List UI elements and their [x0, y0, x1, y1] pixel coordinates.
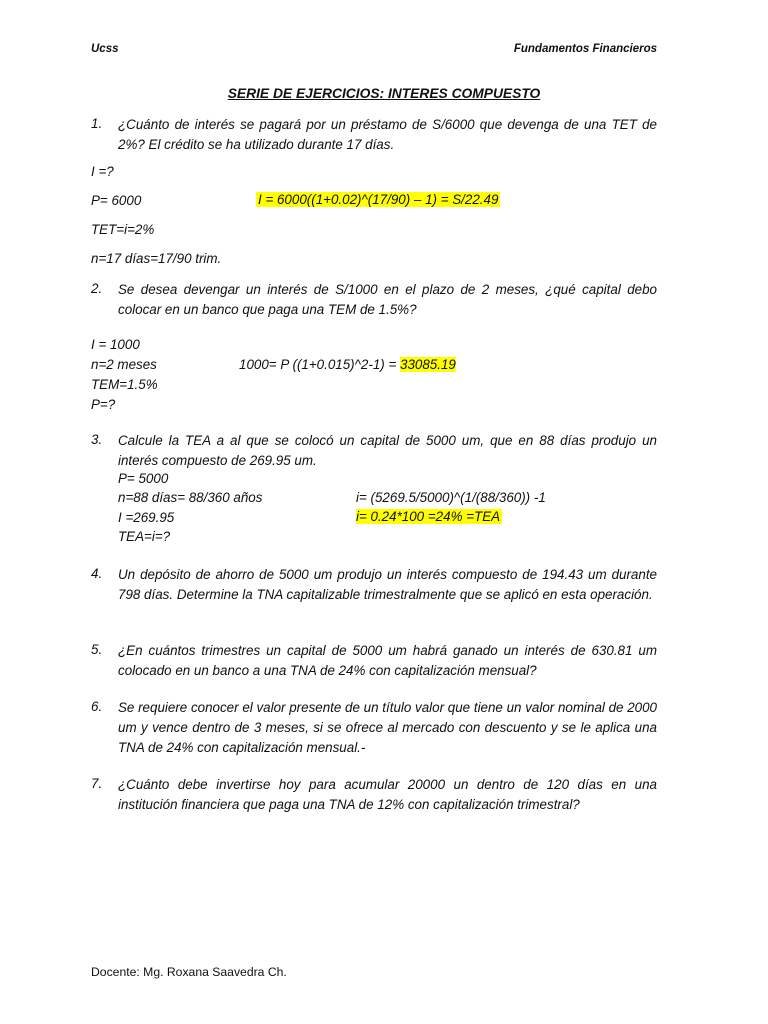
ex1-line-i: I =? [91, 164, 114, 179]
page-title: SERIE DE EJERCICIOS: INTERES COMPUESTO [227, 86, 541, 101]
ex1-question: ¿Cuánto de interés se pagará por un préstamo de S/6000 que devenga de una TET de 2%? El crédito se ha utilizado durante 17 días. [118, 117, 657, 152]
ex1-number: 1. [91, 116, 103, 131]
ex1-line-tet: TET=i=2% [91, 222, 155, 237]
ex6-number: 6. [91, 699, 103, 714]
ex3-formula-2: i= 0.24*100 =24% =TEA [356, 509, 501, 524]
header-right: Fundamentos Financieros [513, 43, 657, 55]
ex2-formula-text: 1000= P ((1+0.015)^2-1) = [239, 357, 400, 372]
ex2-number: 2. [91, 281, 103, 296]
ex5-number: 5. [91, 642, 103, 657]
header-left: Ucss [91, 43, 119, 55]
ex1-formula: I = 6000((1+0.02)^(17/90) – 1) = S/22.49 [258, 192, 499, 207]
ex7-number: 7. [91, 776, 103, 791]
ex3-formula-1: i= (5269.5/5000)^(1/(88/360)) -1 [356, 490, 546, 505]
ex4-question: Un depósito de ahorro de 5000 um produjo un interés compuesto de 194.43 um durante 798 días. Determine la TNA capitalizable trimestralmente que se aplicó en esta operación. [118, 567, 657, 602]
ex2-question: Se desea devengar un interés de S/1000 en el plazo de 2 meses, ¿qué capital debo colocar en un banco que paga una TEM de 1.5%? [118, 282, 657, 317]
ex2-line-p: P=? [91, 397, 116, 412]
ex2-line-tem: TEM=1.5% [91, 377, 158, 392]
ex2-line-n: n=2 meses [91, 357, 157, 372]
ex1-line-p: P= 6000 [91, 193, 142, 208]
ex6-question: Se requiere conocer el valor presente de un título valor que tiene un valor nominal de 2000 um y vence dentro de 3 meses, si se ofrece al mercado con descuento y se le aplica una TNA de 24% con capitalización mensual.- [118, 700, 657, 755]
ex7-question: ¿Cuánto debe invertirse hoy para acumular 20000 un dentro de 120 días en una institución financiera que paga una TNA de 12% con capitalización trimestral? [118, 777, 657, 812]
ex2-answer: 33085.19 [400, 357, 456, 372]
ex1-line-n: n=17 días=17/90 trim. [91, 251, 222, 266]
ex3-question: Calcule la TEA a al que se colocó un capital de 5000 um, que en 88 días produjo un interés compuesto de 269.95 um. [118, 433, 657, 468]
ex3-number: 3. [91, 432, 103, 447]
ex3-line-tea: TEA=i=? [118, 529, 171, 544]
ex2-formula [239, 357, 456, 372]
ex4-number: 4. [91, 566, 103, 581]
footer-teacher: Docente: Mg. Roxana Saavedra Ch. [91, 965, 287, 979]
ex3-line-p: P= 5000 [118, 471, 169, 486]
ex2-line-i: I = 1000 [91, 337, 140, 352]
ex5-question: ¿En cuántos trimestres un capital de 5000 um habrá ganado un interés de 630.81 um colocado en un banco a una TNA de 24% con capitalización mensual? [118, 643, 657, 678]
ex3-line-n: n=88 días= 88/360 años [118, 490, 263, 505]
ex3-line-i: I =269.95 [118, 510, 175, 525]
